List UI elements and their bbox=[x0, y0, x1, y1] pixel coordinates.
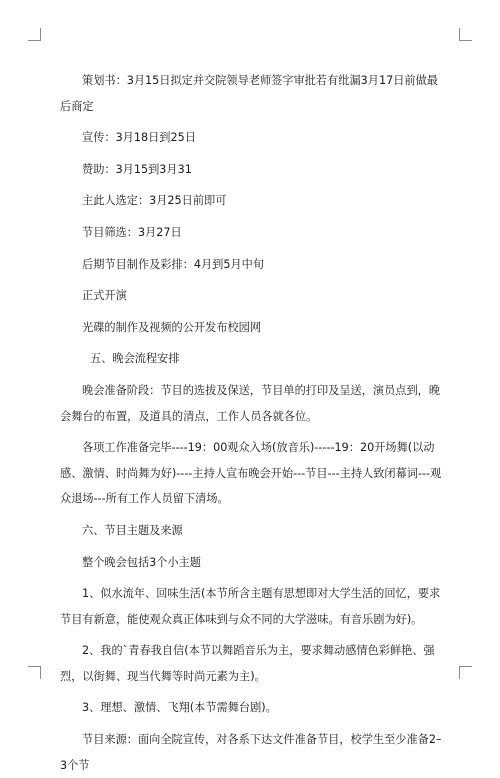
crop-mark-bottom-right bbox=[459, 666, 472, 679]
crop-mark-bottom-left bbox=[28, 666, 41, 679]
crop-mark-top-right bbox=[459, 28, 472, 41]
paragraph-plan: 策划书：3月15日拟定并交院领导老师签字审批若有纰漏3月17日前做最后商定 bbox=[60, 74, 438, 113]
paragraph-theme-intro: 整个晚会包括3个小主题 bbox=[82, 555, 201, 569]
paragraph-sponsorship: 赞助：3月15到3月31 bbox=[82, 162, 192, 176]
paragraph-program-source: 节目来源：面向全院宣传，对各系下达文件准备节目，校学生至少准备2–3个节 bbox=[60, 733, 442, 772]
paragraph-disc-video: 光碟的制作及视频的公开发布校园网 bbox=[82, 320, 262, 334]
paragraph-host-selection: 主此人选定：3月25日前即可 bbox=[82, 194, 227, 208]
section-heading-5: 五、晚会流程安排 bbox=[90, 352, 180, 366]
paragraph-theme-2: 2、我的`青春我自信(本节以舞蹈音乐为主，要求舞动感情色彩鲜艳、强烈，以街舞、现当代舞等时尚元素为主)。 bbox=[60, 644, 435, 683]
paragraph-production-rehearsal: 后期节目制作及彩排：4月到5月中旬 bbox=[82, 257, 265, 271]
paragraph-preparation-stage: 晚会准备阶段：节目的选拔及保送，节目单的打印及呈送，演员点到，晚会舞台的布置，及道具的清点，工作人员各就各位。 bbox=[60, 383, 441, 423]
paragraph-timeline: 各项工作准备完毕----19：00观众入场(放音乐)-----19：20开场舞(以动感、激情、时尚舞为好)----主持人宣布晚会开始---节目---主持人致闭幕词---观众退场---所有工作人员留下清场。 bbox=[60, 441, 442, 506]
crop-mark-top-left bbox=[28, 28, 41, 41]
paragraph-publicity: 宣传：3月18日到25日 bbox=[82, 131, 196, 145]
paragraph-theme-3: 3、理想、激情、飞翔(本节需舞台剧)。 bbox=[82, 701, 277, 715]
section-heading-6: 六、节目主题及来源 bbox=[82, 523, 183, 537]
paragraph-program-screening: 节目筛选：3月27日 bbox=[82, 225, 182, 239]
paragraph-official-show: 正式开演 bbox=[82, 289, 127, 303]
document-body bbox=[60, 68, 445, 778]
paragraph-theme-1: 1、似水流年、回味生活(本节所含主题有思想即对大学生活的回忆，要求节目有新意，能使观众真正体味到与众不同的大学滋味。有音乐剧为好)。 bbox=[60, 587, 441, 626]
